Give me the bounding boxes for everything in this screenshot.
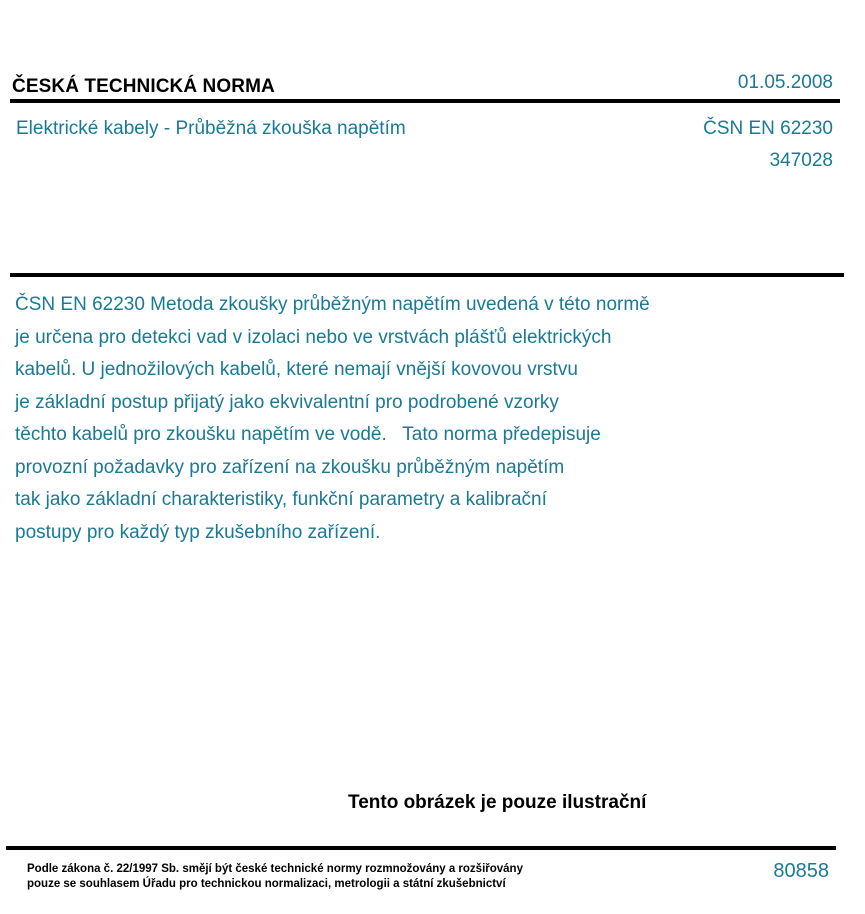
- legal-line: Podle zákona č. 22/1997 Sb. smějí být české technické normy rozmnožovány a rozšiřovány: [27, 863, 523, 875]
- abstract-line: postupy pro každý typ zkušebního zařízení.: [15, 521, 381, 543]
- abstract-line: kabelů. U jednožilových kabelů, které nemají vnější kovovou vrstvu: [15, 359, 578, 380]
- abstract-line: ČSN EN 62230 Metoda zkoušky průběžným napětím uvedená v této normě: [15, 294, 650, 315]
- standard-number: ČSN EN 62230: [703, 118, 833, 139]
- abstract-line: tak jako základní charakteristiky, funkční parametry a kalibrační: [15, 489, 547, 510]
- abstract-line: je základní postup přijatý jako ekvivalentní pro podrobené vzorky: [15, 391, 559, 413]
- abstract-line: provozní požadavky pro zařízení na zkoušku průběžným napětím: [15, 456, 565, 478]
- header-divider: [10, 99, 840, 103]
- footer-divider: [6, 846, 836, 850]
- legal-line: pouze se souhlasem Úřadu pro technickou normalizaci, metrologii a státní zkušebnictví: [27, 878, 506, 890]
- product-id: 80858: [773, 860, 829, 882]
- abstract-line: těchto kabelů pro zkoušku napětím ve vodě. Tato norma předepisuje: [15, 424, 601, 445]
- illustration-notice: Tento obrázek je pouze ilustrační: [348, 792, 647, 813]
- classification-code: 347028: [769, 150, 833, 171]
- section-divider: [10, 273, 844, 277]
- abstract-text: [15, 289, 775, 549]
- standard-title: Elektrické kabely - Průběžná zkouška napětím: [16, 118, 406, 139]
- legal-notice: [27, 862, 523, 892]
- abstract-line: je určena pro detekci vad v izolaci nebo ve vrstvách plášťů elektrických: [15, 326, 612, 348]
- document-header-title: ČESKÁ TECHNICKÁ NORMA: [12, 76, 275, 97]
- publication-date: 01.05.2008: [737, 72, 833, 93]
